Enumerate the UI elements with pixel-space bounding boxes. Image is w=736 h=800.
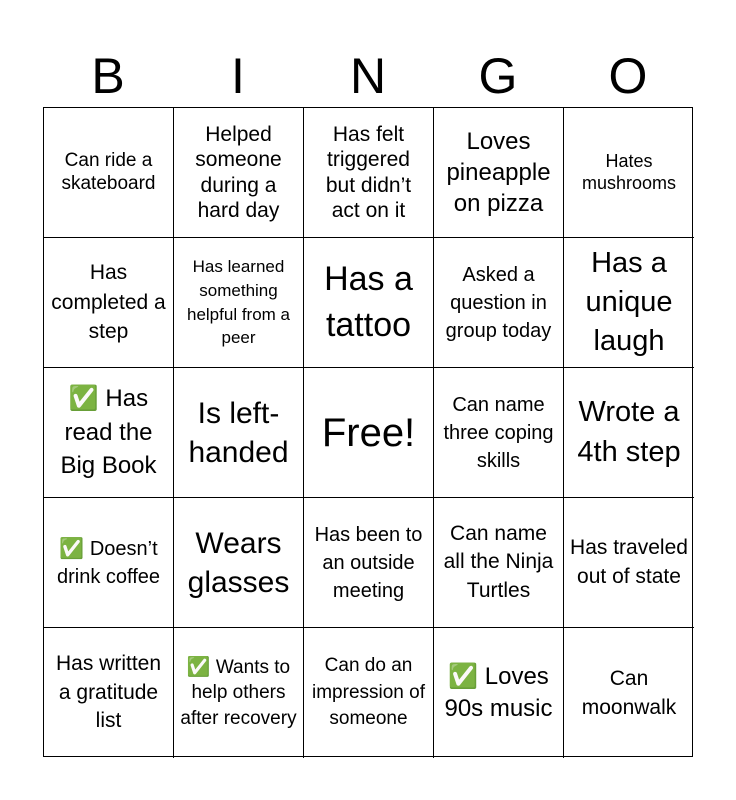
cell-label: Free! (321, 410, 416, 455)
bingo-cell[interactable] (434, 368, 564, 498)
header-letter-i: I (231, 48, 245, 104)
cell-label: Can name three coping skills (443, 393, 554, 472)
bingo-cell[interactable] (44, 628, 174, 758)
cell-label: Helped someone during a hard day (195, 123, 282, 222)
bingo-cell[interactable] (44, 498, 174, 628)
bingo-cell[interactable] (174, 238, 304, 368)
bingo-cell[interactable] (564, 498, 694, 628)
cell-label: Hates mushrooms (581, 150, 677, 193)
bingo-cell[interactable] (44, 238, 174, 368)
cell-label: Is left-handed (188, 396, 289, 469)
cell-label: ✅ Doesn’t drink coffee (56, 537, 161, 588)
cell-label: Has a unique laugh (585, 246, 673, 358)
header-letter-o: O (608, 48, 648, 104)
cell-label: Has written a gratitude list (55, 652, 162, 733)
header-letter-g: G (478, 48, 518, 104)
cell-label: Has felt triggered but didn’t act on it (325, 123, 412, 222)
cell-label: ✅ Has read the Big Book (60, 385, 157, 480)
bingo-cell[interactable] (174, 108, 304, 238)
cell-label: Wears glasses (187, 526, 290, 599)
bingo-cell[interactable] (174, 368, 304, 498)
cell-label: Wrote a 4th step (577, 396, 681, 468)
cell-label: Has a tattoo (324, 259, 413, 344)
bingo-cell[interactable] (44, 368, 174, 498)
cell-label: Has traveled out of state (570, 536, 688, 588)
cell-label: ✅ Wants to help others after recovery (180, 656, 297, 729)
bingo-cell[interactable] (564, 628, 694, 758)
bingo-grid (43, 107, 693, 757)
bingo-cell-free[interactable] (304, 368, 434, 498)
bingo-cell[interactable] (434, 628, 564, 758)
cell-label: Has completed a step (51, 261, 166, 344)
bingo-cell[interactable] (564, 368, 694, 498)
bingo-cell[interactable] (174, 498, 304, 628)
cell-label: Can moonwalk (581, 666, 677, 719)
bingo-cell[interactable] (304, 628, 434, 758)
bingo-cell[interactable] (434, 238, 564, 368)
header-letter-b: B (91, 48, 125, 104)
bingo-cell[interactable] (434, 498, 564, 628)
cell-label: ✅ Loves 90s music (444, 662, 553, 722)
bingo-cell[interactable] (434, 108, 564, 238)
cell-label: Has learned something helpful from a peer (187, 256, 290, 348)
cell-label: Can do an impression of someone (312, 655, 425, 730)
bingo-cell[interactable] (44, 108, 174, 238)
cell-label: Asked a question in group today (445, 263, 552, 342)
cell-label: Has been to an outside meeting (314, 523, 423, 602)
bingo-cell[interactable] (564, 108, 694, 238)
header-letter-n: N (349, 48, 387, 104)
bingo-header (43, 48, 693, 104)
bingo-cell[interactable] (304, 498, 434, 628)
cell-label: Loves pineapple on pizza (446, 127, 551, 218)
bingo-cell[interactable] (304, 108, 434, 238)
bingo-cell[interactable] (304, 238, 434, 368)
bingo-cell[interactable] (174, 628, 304, 758)
cell-label: Can name all the Ninja Turtles (443, 521, 554, 602)
bingo-cell[interactable] (564, 238, 694, 368)
cell-label: Can ride a skateboard (61, 149, 156, 194)
